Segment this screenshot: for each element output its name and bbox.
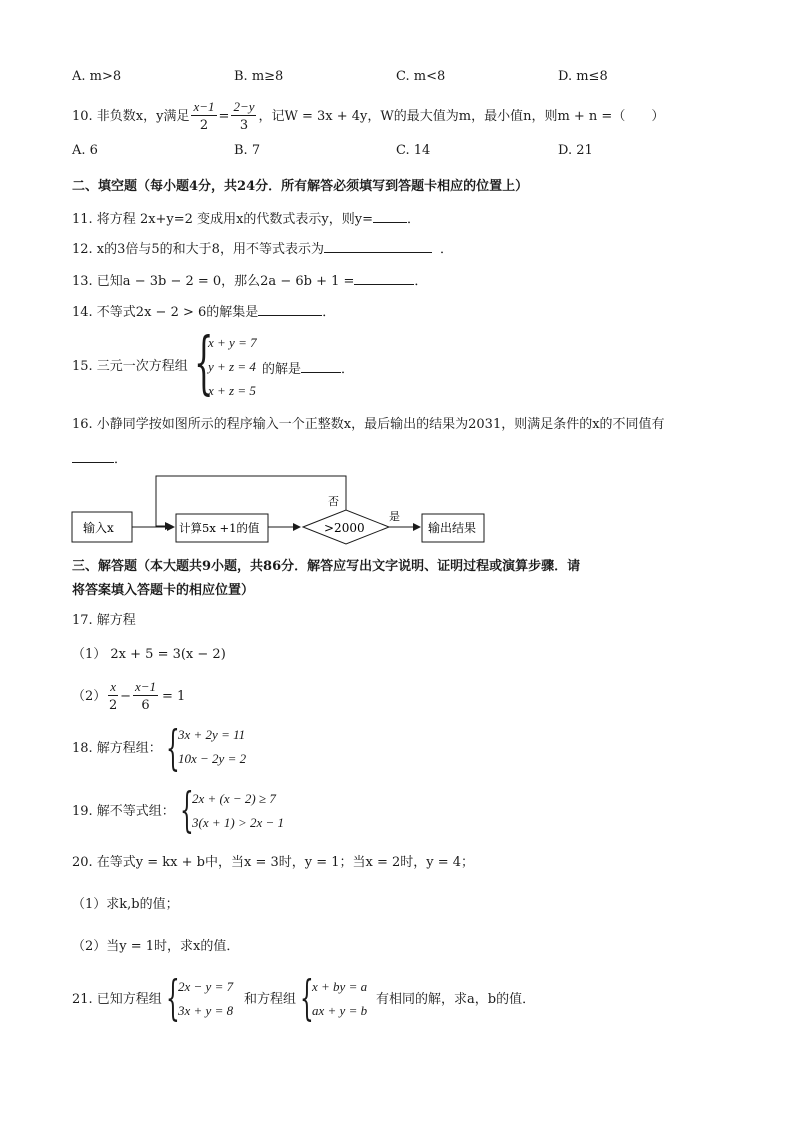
program-flowchart <box>70 472 490 548</box>
q10-option-d: D. 21 <box>558 143 593 158</box>
q10-fraction-2 <box>231 100 256 132</box>
q17-part-2-label: （2） <box>72 688 107 704</box>
q17-frac2-numerator: x−1 <box>134 679 157 694</box>
q21-system-2-equation-1: x + by = a <box>312 979 368 994</box>
q19-system-brace: { <box>180 782 194 838</box>
q10-equals: = <box>218 108 230 124</box>
question-17: 17. 解方程 <box>72 613 136 628</box>
q17-fraction-2 <box>133 680 158 712</box>
q10-option-a: A. 6 <box>72 143 98 158</box>
question-14 <box>72 303 335 319</box>
q15-system-brace: { <box>194 324 214 403</box>
q10-frac2-denominator: 3 <box>239 118 249 133</box>
question-12 <box>72 240 453 256</box>
q18-system-brace: { <box>166 720 180 776</box>
q21-system-2-brace: { <box>300 970 314 1026</box>
q10-body: ，记W = 3x + 4y，W的最大值为m，最小值n，则m + n =（ ） <box>258 108 665 124</box>
q10-prefix: 10. 非负数x，y满足 <box>72 108 190 124</box>
question-20: 20. 在等式y = kx + b中，当x = 3时，y = 1；当x = 2时，y = 4； <box>72 855 475 870</box>
q21-middle-text: 和方程组 <box>244 992 297 1007</box>
q15-equation-3: x + z = 5 <box>208 383 256 398</box>
flowchart-condition-label: >2000 <box>324 521 365 535</box>
flowchart-compute-label: 计算5x +1的值 <box>179 521 260 535</box>
q15-prefix: 15. 三元一次方程组 <box>72 359 188 374</box>
q10-option-b: B. 7 <box>234 143 261 158</box>
q17-rhs: = 1 <box>162 688 186 704</box>
q9-option-d: D. m≤8 <box>558 69 608 84</box>
flowchart-output-label: 输出结果 <box>428 521 477 535</box>
q21-prefix: 21. 已知方程组 <box>72 992 162 1007</box>
section-3-heading-line-1: 三、解答题（本大题共9小题，共86分．解答应写出文字说明、证明过程或演算步骤．请 <box>72 559 581 574</box>
q9-option-a: A. m>8 <box>72 69 122 84</box>
q13-text: 13. 已知a − 3b − 2 = 0，那么2a − 6b + 1 = <box>72 274 355 289</box>
q20-part-1: （1）求k,b的值； <box>72 897 179 912</box>
q9-option-c: C. m<8 <box>396 69 446 84</box>
q15-equation-1: x + y = 7 <box>208 335 257 350</box>
q12-answer-blank[interactable] <box>324 240 432 253</box>
q19-inequality-1: 2x + (x − 2) ≥ 7 <box>192 791 276 806</box>
q21-system-1-brace: { <box>166 970 180 1026</box>
flowchart-no-label: 否 <box>328 495 339 508</box>
q10-fraction-1 <box>191 100 216 132</box>
q9-option-b: B. m≥8 <box>234 69 284 84</box>
q17-frac1-denominator: 2 <box>109 698 118 713</box>
q17-minus: − <box>120 688 131 704</box>
q17-frac1-numerator: x <box>110 679 117 694</box>
q19-prefix: 19. 解不等式组： <box>72 804 175 819</box>
q10-option-c: C. 14 <box>396 143 431 158</box>
q16-answer-blank[interactable] <box>72 450 114 463</box>
q19-inequality-2: 3(x + 1) > 2x − 1 <box>192 815 285 830</box>
q14-answer-blank[interactable] <box>258 303 322 316</box>
q17-fraction-1 <box>108 680 118 712</box>
q11-end: ． <box>407 212 421 227</box>
q13-answer-blank[interactable] <box>354 272 414 285</box>
q12-text: 12. x的3倍与5的和大于8，用不等式表示为 <box>72 242 324 257</box>
q15-suffix <box>262 360 354 376</box>
q15-suffix-text: 的解是 <box>262 362 302 377</box>
section-2-heading: 二、填空题（每小题4分，共24分．所有解答必须填写到答题卡相应的位置上） <box>72 179 529 194</box>
q16-text: 16. 小静同学按如图所示的程序输入一个正整数x，最后输出的结果为2031，则满足条件的x的不同值有 <box>72 417 665 432</box>
q18-prefix: 18. 解方程组： <box>72 741 162 756</box>
q14-end: ． <box>322 305 336 320</box>
q11-answer-blank[interactable] <box>373 210 407 223</box>
q10-frac2-numerator: 2−y <box>233 99 255 114</box>
q12-end: ． <box>439 242 453 257</box>
q17-part-1: （1） 2x + 5 = 3(x − 2) <box>72 647 226 662</box>
q15-equation-2: y + z = 4 <box>208 359 256 374</box>
q14-text: 14. 不等式2x − 2 > 6的解集是 <box>72 305 259 320</box>
section-3-heading-line-2: 将答案填入答题卡的相应位置） <box>72 583 255 598</box>
q13-end: ． <box>414 274 428 289</box>
q15-end: ． <box>341 362 355 377</box>
q10-frac1-numerator: x−1 <box>193 99 215 114</box>
q16-answer-line <box>72 450 127 466</box>
question-10 <box>72 96 664 136</box>
flowchart-input-label: 输入x <box>83 521 114 535</box>
q21-system-2-equation-2: ax + y = b <box>312 1003 368 1018</box>
q21-suffix: 有相同的解，求a，b的值． <box>376 992 536 1007</box>
q17-frac2-denominator: 6 <box>141 698 150 713</box>
flowchart-yes-label: 是 <box>389 510 400 523</box>
q17-part-2 <box>72 676 185 716</box>
q15-answer-blank[interactable] <box>301 360 341 373</box>
q18-equation-2: 10x − 2y = 2 <box>178 751 247 766</box>
question-13 <box>72 272 427 288</box>
q21-system-1-equation-1: 2x − y = 7 <box>178 979 234 994</box>
q21-system-1-equation-2: 3x + y = 8 <box>178 1003 234 1018</box>
q18-equation-1: 3x + 2y = 11 <box>178 727 246 742</box>
question-11 <box>72 210 420 226</box>
q11-text: 11. 将方程 2x+y=2 变成用x的代数式表示y，则y= <box>72 212 373 227</box>
q10-frac1-denominator: 2 <box>199 118 209 133</box>
q20-part-2: （2）当y = 1时，求x的值． <box>72 939 240 954</box>
q16-end: ． <box>114 452 128 467</box>
